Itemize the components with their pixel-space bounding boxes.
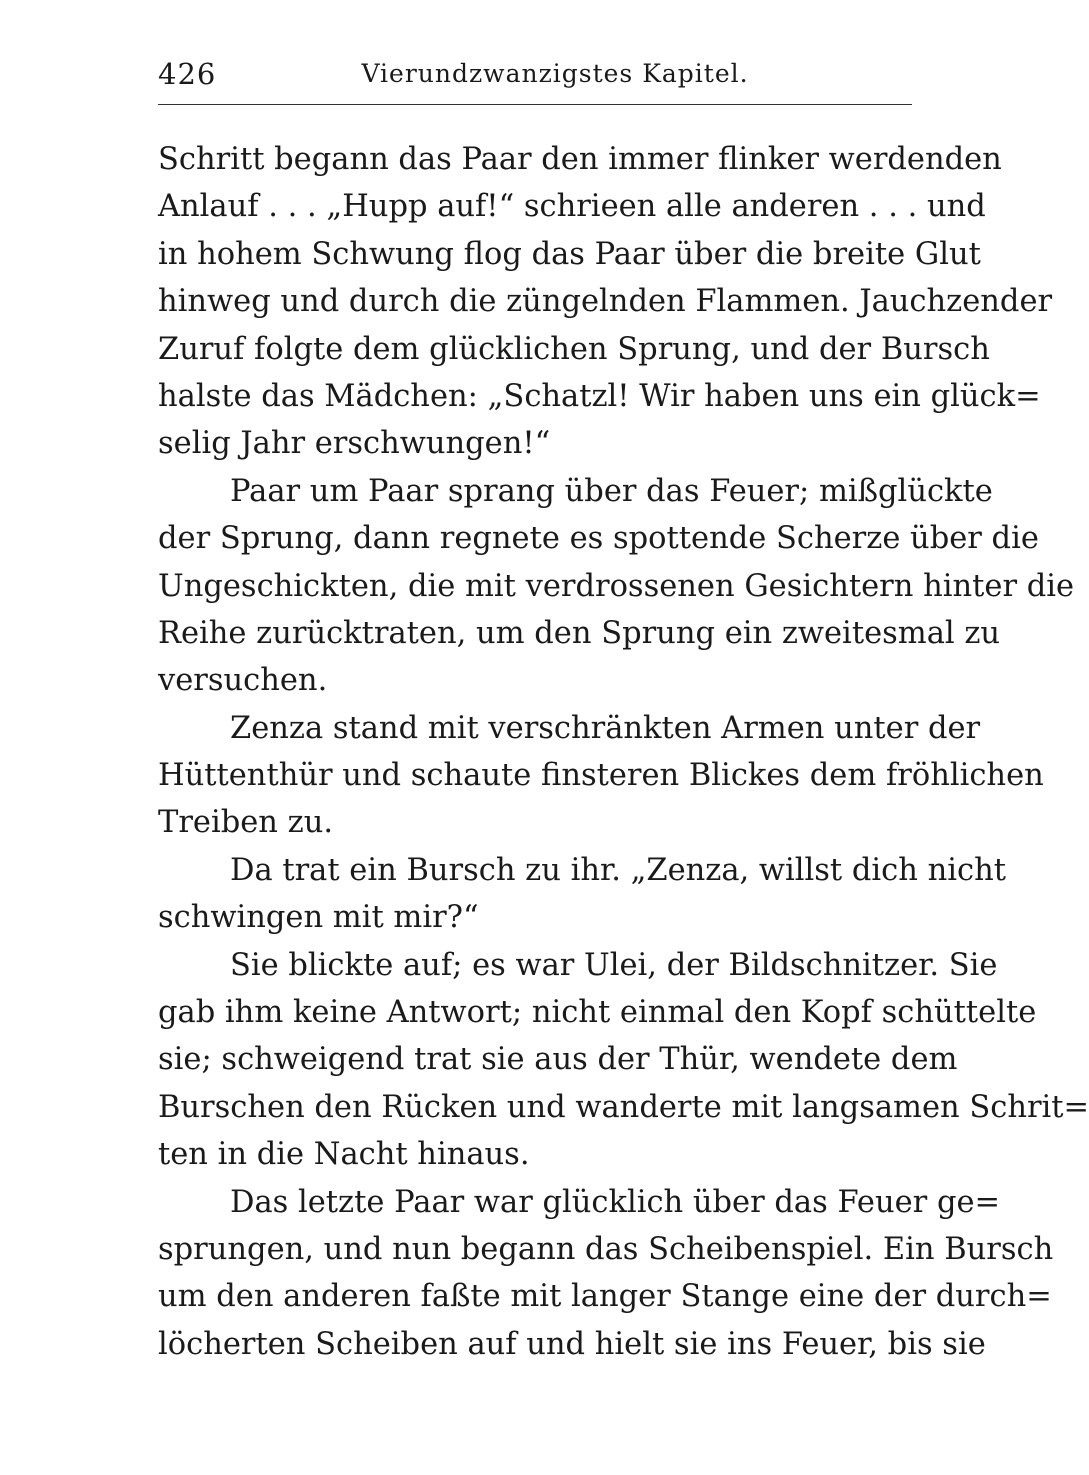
text-line: Da trat ein Bursch zu ihr. „Zenza, willst dich nicht bbox=[230, 852, 1006, 888]
text-line: versuchen. bbox=[158, 663, 328, 699]
text-line: in hohem Schwung flog das Paar über die breite Glut bbox=[158, 236, 981, 272]
text-line: sie; schweigend trat sie aus der Thür, wendete dem bbox=[158, 1042, 958, 1078]
text-line: schwingen mit mir?“ bbox=[158, 900, 479, 936]
text-line: löcherten Scheiben auf und hielt sie ins Feuer, bis sie bbox=[158, 1326, 986, 1362]
text-line: sprungen, und nun begann das Scheibenspiel. Ein Bursch bbox=[158, 1231, 1054, 1267]
text-line: Treiben zu. bbox=[158, 805, 334, 841]
text-line: Das letzte Paar war glücklich über das Feuer ge= bbox=[230, 1184, 1001, 1220]
text-line: Anlauf . . . „Hupp auf!“ schrieen alle anderen . . . und bbox=[158, 189, 986, 225]
header-rule bbox=[158, 104, 912, 105]
body-text bbox=[158, 136, 1089, 1368]
chapter-title: Vierundzwanzigstes Kapitel. bbox=[361, 59, 749, 88]
text-line: selig Jahr erschwungen!“ bbox=[158, 426, 551, 462]
text-line: Sie blickte auf; es war Ulei, der Bildschnitzer. Sie bbox=[230, 947, 998, 983]
text-line: Schritt begann das Paar den immer flinker werdenden bbox=[158, 142, 1002, 177]
text-line: um den anderen faßte mit langer Stange eine der durch= bbox=[158, 1279, 1052, 1315]
text-line: Paar um Paar sprang über das Feuer; mißglückte bbox=[230, 473, 993, 509]
text-line: Ungeschickten, die mit verdrossenen Gesichtern hinter die bbox=[158, 568, 1075, 604]
text-line: Hüttenthür und schaute finsteren Blickes dem fröhlichen bbox=[158, 758, 1044, 794]
text-line: halste das Mädchen: „Schatzl! Wir haben uns ein glück= bbox=[158, 378, 1041, 414]
text-line: gab ihm keine Antwort; nicht einmal den Kopf schüttelte bbox=[158, 995, 1037, 1031]
page-number: 426 bbox=[158, 57, 217, 91]
text-line: ten in die Nacht hinaus. bbox=[158, 1137, 530, 1173]
text-line: Zenza stand mit verschränkten Armen unter der bbox=[230, 710, 981, 746]
text-line: der Sprung, dann regnete es spottende Scherze über die bbox=[158, 521, 1039, 557]
text-line: Burschen den Rücken und wanderte mit langsamen Schrit= bbox=[158, 1089, 1089, 1125]
text-line: hinweg und durch die züngelnden Flammen. Jauchzender bbox=[158, 284, 1053, 320]
text-line: Reihe zurücktraten, um den Sprung ein zweitesmal zu bbox=[158, 615, 1001, 651]
running-head bbox=[158, 52, 912, 96]
text-line: Zuruf folgte dem glücklichen Sprung, und der Bursch bbox=[158, 331, 990, 367]
